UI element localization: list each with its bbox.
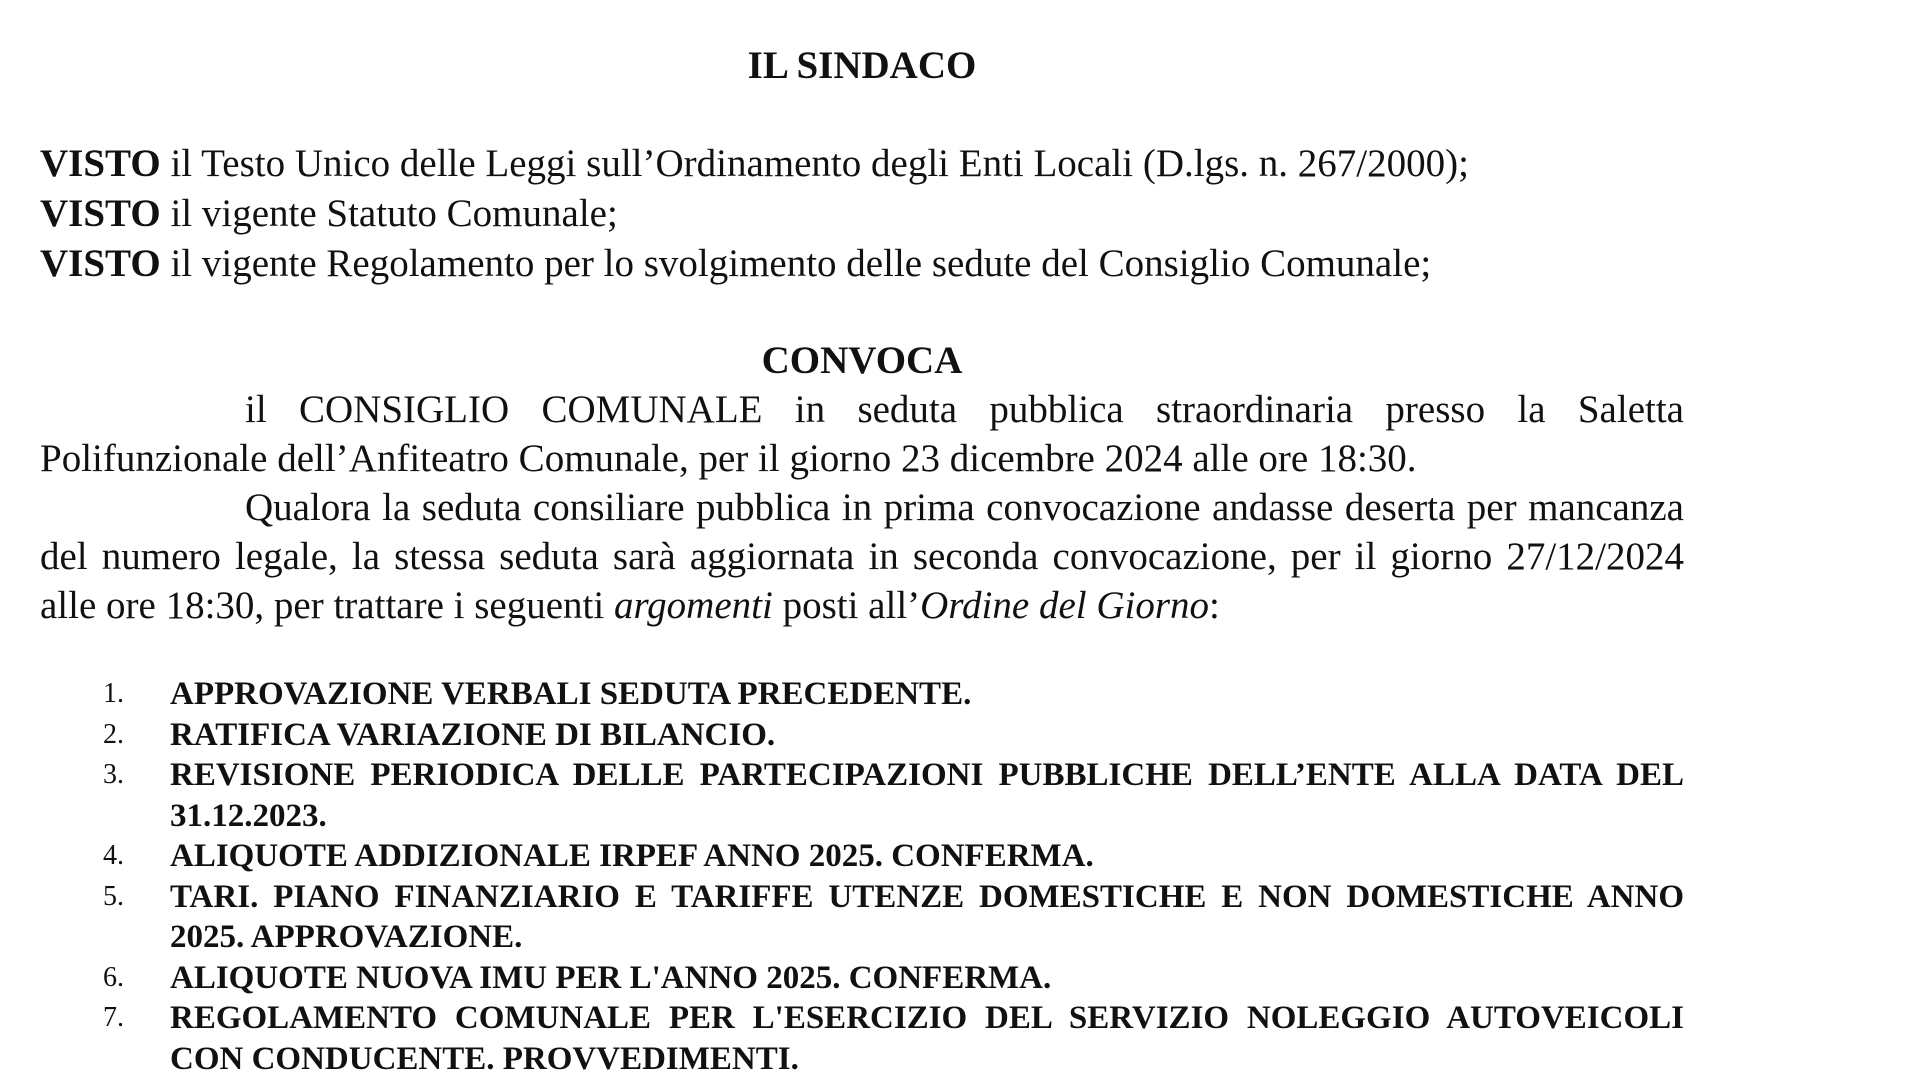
second-convocation-text: Qualora la seduta consiliare pubblica in prima convocazione andasse deserta per mancanza del numero legale, la stessa seduta sarà aggiornata in seconda convocazione, per il giorno 27/12/2024 alle ore 18:30, per trattare i seguenti	[40, 486, 1684, 627]
agenda-item-text: ALIQUOTE ADDIZIONALE IRPEF ANNO 2025. CONFERMA.	[170, 838, 1094, 874]
convocation-paragraph: il CONSIGLIO COMUNALE in seduta pubblica straordinaria presso la Saletta Polifunzionale dell’Anfiteatro Comunale, per il giorno 23 dicembre 2024 alle ore 18:30.	[40, 388, 1684, 480]
visto-text: il Testo Unico delle Leggi sull’Ordinamento degli Enti Locali (D.lgs. n. 267/2000);	[160, 142, 1469, 185]
visto-text: il vigente Statuto Comunale;	[160, 192, 618, 235]
agenda-item-number: 3.	[103, 759, 124, 790]
visto-keyword: VISTO	[40, 142, 161, 185]
agenda-item	[40, 674, 1684, 715]
agenda-list	[40, 674, 1684, 1079]
agenda-item-text: RATIFICA VARIAZIONE DI BILANCIO.	[170, 716, 776, 753]
ordine-del-giorno-italic: Ordine del Giorno	[920, 584, 1210, 627]
agenda-item	[40, 715, 1684, 756]
agenda-item-text: ALIQUOTE NUOVA IMU PER L'ANNO 2025. CONFERMA.	[170, 959, 1052, 996]
agenda-item	[40, 877, 1684, 958]
visto-text: il vigente Regolamento per lo svolgimento delle sedute del Consiglio Comunale;	[160, 242, 1432, 285]
agenda-item	[40, 755, 1684, 836]
agenda-item-text: APPROVAZIONE VERBALI SEDUTA PRECEDENTE.	[170, 676, 972, 712]
agenda-item	[40, 998, 1684, 1079]
visto-keyword: VISTO	[40, 242, 161, 285]
visto-item	[40, 189, 1684, 239]
agenda-item-number: 7.	[103, 1002, 124, 1033]
second-convocation-paragraph	[40, 483, 1684, 630]
agenda-item	[40, 958, 1684, 999]
visto-item	[40, 139, 1684, 189]
agenda-item-number: 1.	[103, 678, 124, 709]
agenda-item-number: 2.	[103, 718, 124, 750]
page-title: IL SINDACO	[747, 44, 977, 87]
convoca-heading: CONVOCA	[761, 339, 963, 382]
agenda-item-text: TARI. PIANO FINANZIARIO E TARIFFE UTENZE DOMESTICHE E NON DOMESTICHE ANNO 2025. APPROVAZIONE.	[170, 878, 1684, 955]
visto-list	[40, 139, 1684, 289]
agenda-item-number: 6.	[103, 961, 124, 993]
agenda-item	[40, 836, 1684, 877]
argomenti-italic: argomenti	[613, 584, 773, 627]
agenda-item-number: 4.	[103, 840, 124, 871]
second-convocation-text: :	[1209, 584, 1220, 627]
visto-item	[40, 239, 1684, 289]
visto-keyword: VISTO	[40, 192, 161, 235]
agenda-item-text: REGOLAMENTO COMUNALE PER L'ESERCIZIO DEL SERVIZIO NOLEGGIO AUTOVEICOLI CON CONDUCENTE. PROVVEDIMENTI.	[170, 1000, 1684, 1077]
agenda-item-text: REVISIONE PERIODICA DELLE PARTECIPAZIONI PUBBLICHE DELL’ENTE ALLA DATA DEL 31.12.2023.	[170, 757, 1684, 834]
agenda-item-number: 5.	[103, 880, 124, 912]
second-convocation-text: posti all’	[772, 584, 921, 627]
